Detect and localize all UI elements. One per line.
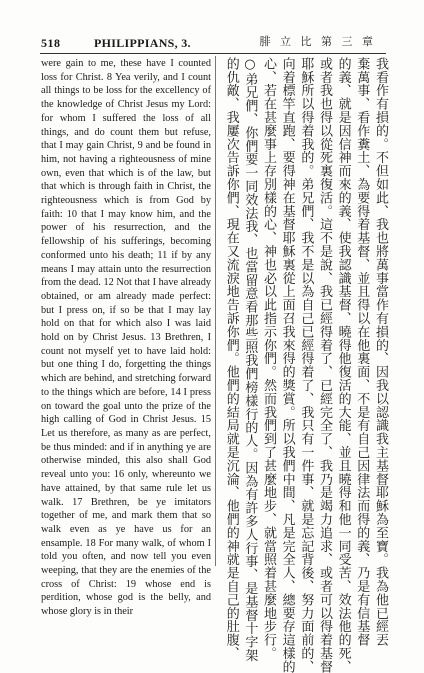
chinese-text-column: 心、若在甚麼事上存別樣的心、神也必以此指示你們。然而我們到了甚麼地步、就當照着甚麼地步行。 bbox=[261, 57, 277, 660]
chinese-text-column: 我看作有損的。不但如此、我也將萬事當作有損的、因我以認識我主基督耶穌為至寶。我為他已經丟 bbox=[372, 57, 388, 647]
chinese-text-column: 的仇敵、我屢次告訴你們、現在又流淚地告訴你們。他們的結局就是沉淪、他們的神就是自己的肚腹、 bbox=[223, 57, 239, 660]
chinese-text-column: 的義、就是因信神而來的義、使我認識基督、曉得他復活的大能、並且曉得和他一同受苦、效法他的死、 bbox=[335, 57, 351, 673]
chinese-column bbox=[223, 57, 388, 673]
page-number: 518 bbox=[41, 36, 61, 50]
chinese-text-column: ○弟兄們、你們要一同效法我、也當留意看那些照我們榜樣行的人。因為有許多人行事、是基督十字架 bbox=[242, 57, 258, 662]
chinese-text-column: 向着標竿直跑、要得神在基督耶穌裏從上面召我來得的獎賞。所以我們中間、凡是完全人、總要存這樣的 bbox=[279, 57, 295, 673]
book-chapter-heading: PHILIPPIANS, 3. bbox=[94, 36, 191, 50]
chinese-text-column: 棄萬事、看作糞土、為要得着基督、並且得以在他裏面、不是有自己因律法而得的義、乃是有信基督 bbox=[354, 57, 370, 647]
chinese-text-column: 耶穌所以得着我的。弟兄們、我不是以為自己已經得着了、我只有一件事、就是忘記背後、努力面前的、 bbox=[298, 57, 314, 673]
chinese-chapter-heading: 腓 立 比 第 三 章 bbox=[259, 35, 376, 48]
chinese-text-column: 或者我也得以從死裏復活。這不是說、我已經得着了、已經完全了、我乃是竭力追求、或者可以得着基督 bbox=[316, 57, 332, 673]
column-divider bbox=[215, 56, 216, 566]
header-rule bbox=[40, 53, 386, 54]
english-column bbox=[41, 57, 211, 618]
english-paragraph: were gain to me, these have I counted loss for Christ. 8 Yea verily, and I count all things to be loss for the excellency of the knowledge of Christ Jesus my Lord: for whom I suffered the loss of all things, and do count them but refuse, that I may gain Christ, 9 and be found in him, not having a righteousness of mine own, even that which is of the law, but that which is through faith in Christ, the righteousness which is from God by faith: 10 that I may know him, and the power of his resurrection, and the fellowship of his sufferings, becoming conformed unto his death; 11 if by any means I may attain unto the resurrection from the dead. 12 Not that I have already obtained, or am already made perfect: but I press on, if so be that I may lay hold on that for which also I was laid hold on by Christ Jesus. 13 Brethren, I count not myself yet to have laid hold: but one thing I do, forgetting the things which are behind, and stretching forward to the things which are before, 14 I press on toward the goal unto the prize of the high calling of God in Christ Jesus. 15 Let us therefore, as many as are perfect, be thus minded: and if in anything ye are otherwise minded, this also shall God reveal unto you: 16 only, whereunto we have attained, by that same rule let us walk. 17 Brethren, be ye imitators together of me, and mark them that so walk even as ye have us for an ensample. 18 For many walk, of whom I told you often, and now tell you even weeping, that they are the enemies of the cross of Christ: 19 whose end is perdition, whose god is the belly, and whose glory is in their bbox=[41, 58, 211, 618]
